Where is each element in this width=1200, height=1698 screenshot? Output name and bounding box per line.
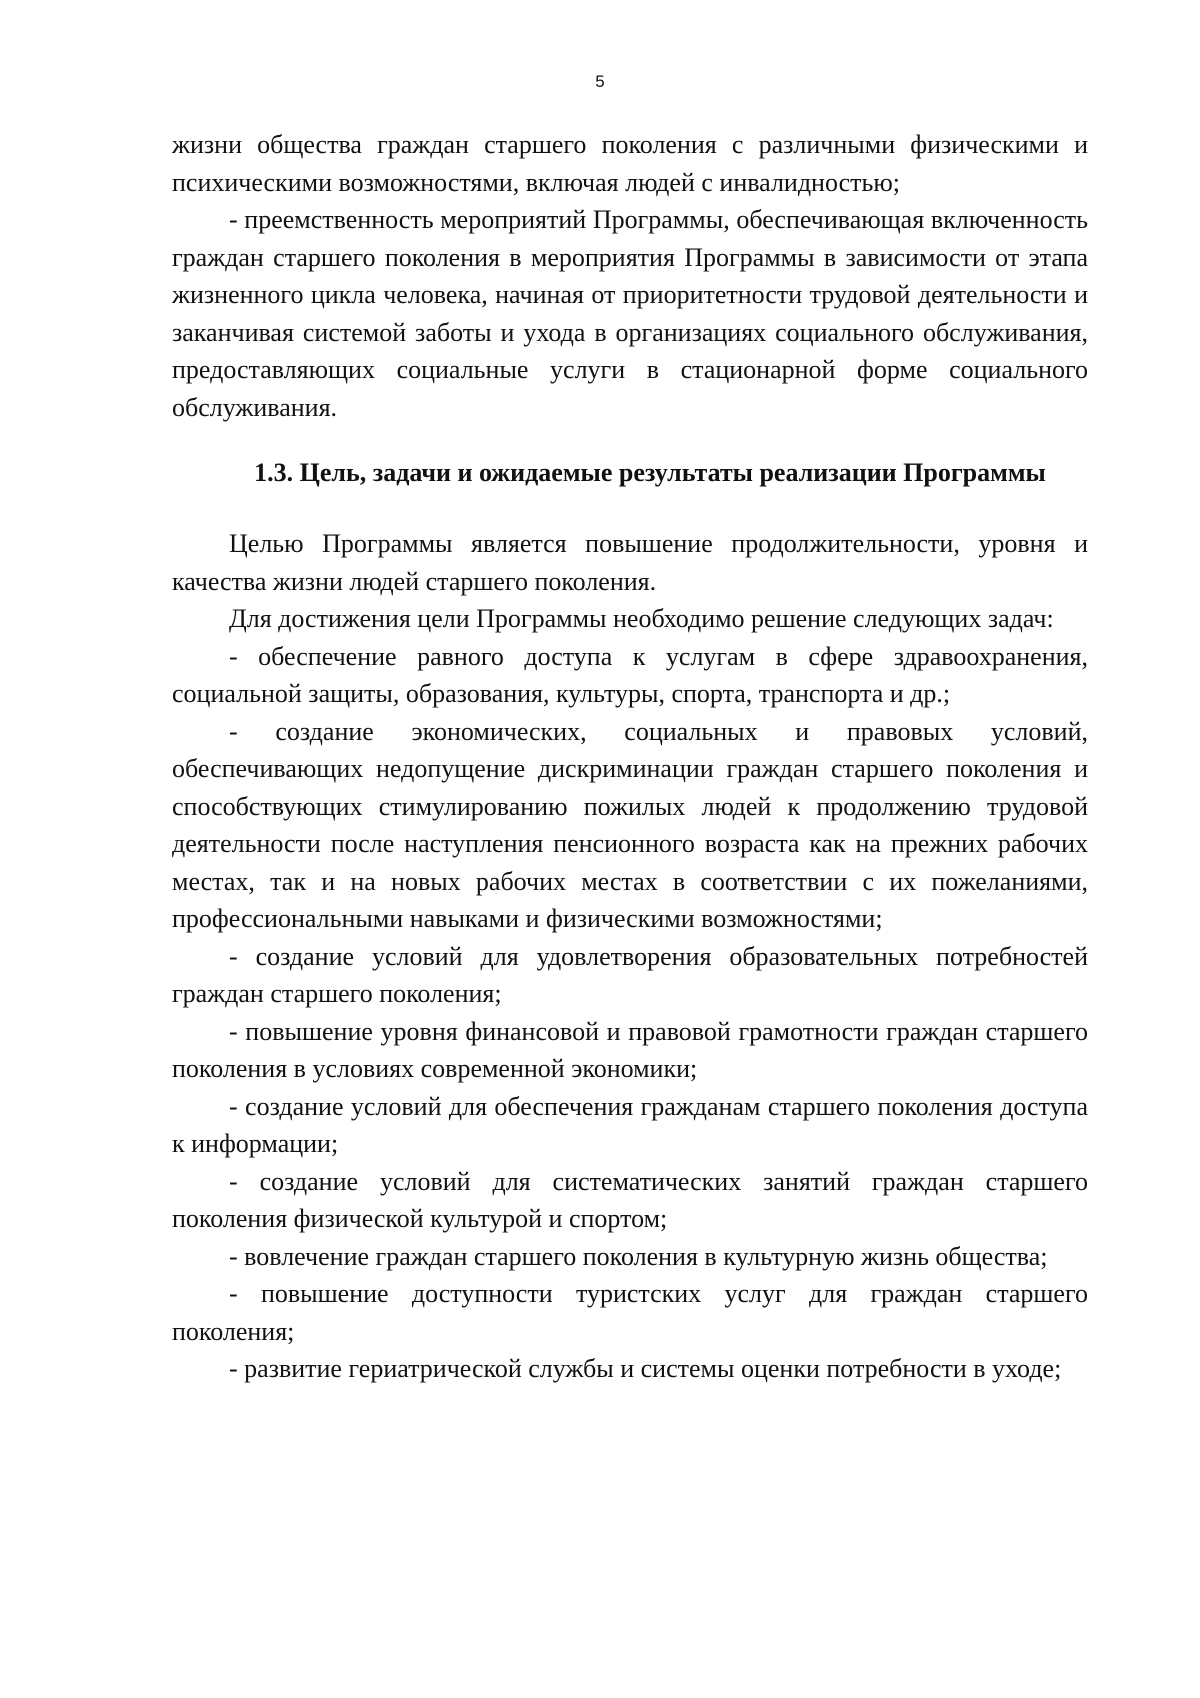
task-item: - повышение уровня финансовой и правовой грамотности граждан старшего поколения в условиях современной экономики; bbox=[172, 1016, 1088, 1083]
task-item: - создание экономических, социальных и правовых условий, обеспечивающих недопущение дискриминации граждан старшего поколения и способствующих стимулированию пожилых людей к продолжению трудовой деятельности после наступления пенсионного возраста как на прежних рабочих местах, так и на новых рабочих местах в соответствии с их пожеланиями, профессиональными навыками и физическими возможностями; bbox=[172, 716, 1088, 933]
task-item: - повышение доступности туристских услуг для граждан старшего поколения; bbox=[172, 1279, 1088, 1346]
task-item: - вовлечение граждан старшего поколения в культурную жизнь общества; bbox=[229, 1241, 1048, 1271]
document-body bbox=[172, 126, 1088, 1388]
paragraph-goal: Целью Программы является повышение продолжительности, уровня и качества жизни людей старшего поколения. bbox=[172, 529, 1088, 596]
task-item: - создание условий для удовлетворения образовательных потребностей граждан старшего поколения; bbox=[172, 941, 1088, 1008]
page-number: 5 bbox=[595, 72, 605, 91]
paragraph-tasks-intro: Для достижения цели Программы необходимо решение следующих задач: bbox=[229, 604, 1054, 633]
paragraph-continuation: жизни общества граждан старшего поколения с различными физическими и психическими возможностями, включая людей с инвалидностью; bbox=[172, 130, 1088, 197]
task-item: - развитие гериатрической службы и системы оценки потребности в уходе; bbox=[229, 1354, 1062, 1383]
section-heading: 1.3. Цель, задачи и ожидаемые результаты реализации Программы bbox=[254, 458, 1046, 487]
task-item: - создание условий для обеспечения гражданам старшего поколения доступа к информации; bbox=[172, 1091, 1088, 1158]
paragraph-continuity: - преемственность мероприятий Программы, обеспечивающая включенность граждан старшего поколения в мероприятия Программы в зависимости от этапа жизненного цикла человека, начиная от приоритетности трудовой деятельности и заканчивая системой заботы и ухода в организациях социального обслуживания, предоставляющих социальные услуги в стационарной форме социального обслуживания. bbox=[172, 205, 1088, 422]
task-item: - обеспечение равного доступа к услугам в сфере здравоохранения, социальной защиты, образования, культуры, спорта, транспорта и др.; bbox=[172, 641, 1088, 708]
task-item: - создание условий для систематических занятий граждан старшего поколения физической культурой и спортом; bbox=[172, 1166, 1088, 1233]
